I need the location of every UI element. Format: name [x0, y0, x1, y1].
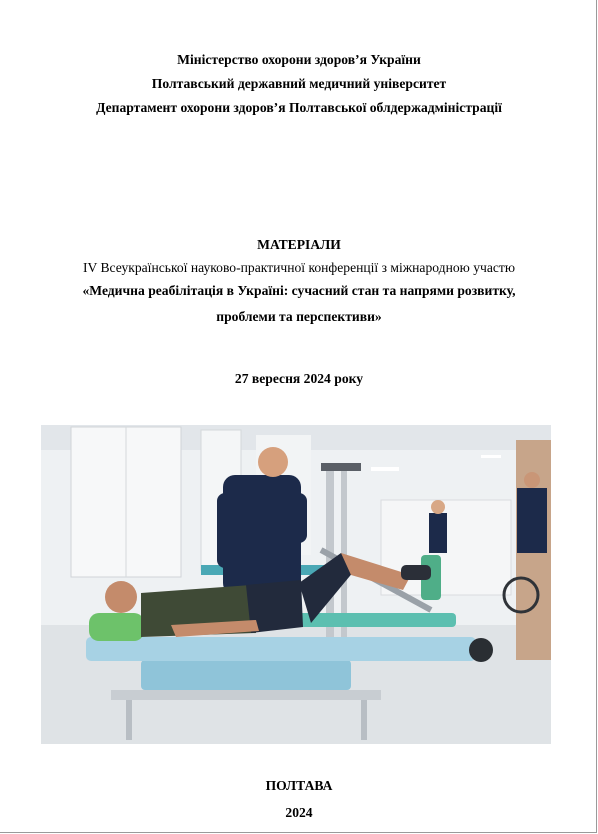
city: ПОЛТАВА [265, 778, 333, 793]
university-name: Полтавський державний медичний університет [151, 76, 447, 91]
conference-subtitle: IV Всеукраїнської науково-практичної конференції з міжнародною участю [82, 260, 515, 275]
title-block [0, 232, 598, 330]
department-name: Департамент охорони здоров’я Полтавської облдержадміністрації [96, 100, 502, 115]
conference-date: 27 вересня 2024 року [234, 371, 364, 386]
year: 2024 [285, 805, 313, 820]
conference-title-line1: «Медична реабілітація в Україні: сучасний стан та напрями розвитку, [82, 283, 516, 298]
materials-label: МАТЕРІАЛИ [257, 237, 341, 252]
organizations-header [0, 48, 598, 120]
conference-title-line2: проблеми та перспективи» [216, 309, 382, 324]
rehabilitation-photo [41, 425, 551, 744]
rehabilitation-photo-icon [41, 425, 551, 744]
ministry-name: Міністерство охорони здоров’я України [177, 52, 421, 67]
